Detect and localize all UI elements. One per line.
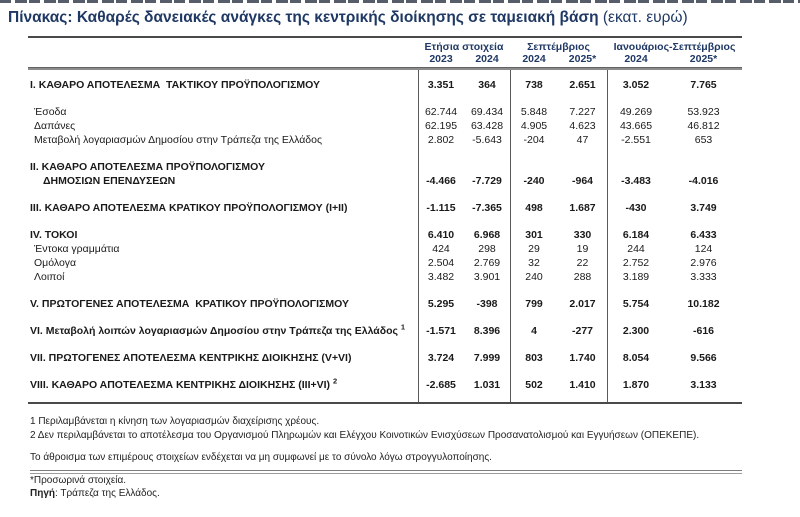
- value-cell: 19: [576, 243, 589, 255]
- header-group-row: [28, 41, 742, 53]
- table-subrow: [28, 119, 742, 133]
- value-cell: 1.031: [473, 379, 501, 391]
- spacer-row: [28, 215, 742, 228]
- footnote-1: 1 Περιλαμβάνεται η κίνηση των λογαριασμών διαχείρισης χρέους.: [30, 416, 320, 427]
- value-cell: -2.551: [621, 134, 651, 146]
- page-title-unit: (εκατ. ευρώ): [598, 9, 688, 26]
- value-cell: 3.052: [622, 79, 650, 91]
- table-row: [28, 378, 742, 392]
- value-cell: 5.295: [427, 298, 455, 310]
- value-cell: -7.365: [472, 202, 502, 214]
- value-cell: 29: [528, 243, 540, 255]
- value-cell: -1.115: [426, 202, 456, 214]
- row-label: III. ΚΑΘΑΡΟ ΑΠΟΤΕΛΕΣΜΑ ΚΡΑΤΙΚΟΥ ΠΡΟΫΠΟΛΟΓΙΣΜΟΥ (I+II): [30, 202, 348, 214]
- value-cell: 4.905: [520, 120, 548, 132]
- page-title: [8, 8, 800, 27]
- table-row: [28, 351, 742, 365]
- value-cell: 3.724: [427, 352, 455, 364]
- table-body: [28, 70, 742, 404]
- header-years-row: [28, 53, 742, 65]
- value-cell: 2.976: [690, 257, 717, 269]
- value-cell: 49.269: [619, 106, 653, 118]
- value-cell: 5.848: [520, 106, 548, 118]
- value-cell: 1.870: [622, 379, 650, 391]
- value-cell: 4.623: [569, 120, 596, 132]
- value-cell: 22: [576, 257, 589, 269]
- value-cell: 653: [694, 134, 713, 146]
- table-row: [28, 297, 742, 311]
- value-cell: 7.765: [690, 79, 717, 91]
- header-group-annual: Ετήσια στοιχεία: [424, 41, 504, 53]
- column-separator: [510, 70, 511, 402]
- value-cell: 1.687: [569, 202, 596, 214]
- value-cell: 2.752: [622, 257, 650, 269]
- value-cell: 3.333: [690, 271, 717, 283]
- value-cell: 6.184: [622, 229, 650, 241]
- value-cell: 424: [432, 243, 450, 255]
- row-label: Δαπάνες: [34, 120, 76, 132]
- value-cell: 3.133: [690, 379, 717, 391]
- value-cell: -616: [692, 325, 714, 337]
- header-group-september: Σεπτέμβριος: [527, 41, 590, 53]
- value-cell: 32: [528, 257, 540, 269]
- value-cell: 6.433: [690, 229, 717, 241]
- value-cell: 738: [525, 79, 543, 91]
- value-cell: -204: [523, 134, 545, 146]
- row-label: Μεταβολή λογαριασμών Δημοσίου στην Τράπεζα της Ελλάδος: [34, 134, 323, 146]
- value-cell: 3.901: [473, 271, 501, 283]
- value-cell: 43.665: [619, 120, 653, 132]
- value-cell: -1.571: [426, 325, 456, 337]
- value-cell: -277: [571, 325, 593, 337]
- table-subrow: [28, 133, 742, 147]
- spacer-row: [28, 284, 742, 297]
- footnotes: [30, 415, 742, 500]
- value-cell: 7.999: [473, 352, 501, 364]
- column-separator: [607, 70, 608, 402]
- value-cell: 124: [694, 243, 713, 255]
- value-cell: 69.434: [470, 106, 504, 118]
- value-cell: 9.566: [690, 352, 717, 364]
- spacer-row: [28, 92, 742, 105]
- spacer-row: [28, 188, 742, 201]
- row-label: Λοιποί: [34, 271, 65, 283]
- data-table: [28, 36, 742, 404]
- header-year-sep-2025: 2025*: [568, 53, 597, 65]
- value-cell: 62.195: [424, 120, 458, 132]
- value-cell: 2.504: [427, 257, 455, 269]
- value-cell: -3.483: [621, 175, 651, 187]
- value-cell: 3.189: [622, 271, 650, 283]
- value-cell: 4: [531, 325, 537, 337]
- value-cell: -5.643: [472, 134, 502, 146]
- header-group-jan-sep: Ιανουάριος-Σεπτέμβριος: [613, 41, 736, 53]
- row-label: VI. Μεταβολή λοιπών λογαριασμών Δημοσίου στην Τράπεζα της Ελλάδος $^1$: [30, 322, 406, 337]
- footnote-rounding: Το άθροισμα των επιμέρους στοιχείων ενδέχεται να μη συμφωνεί με το σύνολο λόγω στρογγυλοποίησης.: [30, 452, 492, 463]
- spacer-row: [28, 147, 742, 160]
- spacer-row: [28, 311, 742, 324]
- table-row: [28, 78, 742, 92]
- value-cell: 10.182: [687, 298, 720, 310]
- value-cell: 2.300: [622, 325, 650, 337]
- header-label-spacer: [28, 41, 418, 53]
- value-cell: 364: [478, 79, 496, 91]
- value-cell: 244: [627, 243, 645, 255]
- value-cell: 3.482: [427, 271, 455, 283]
- footnote-source-label: Πηγή: [30, 488, 55, 499]
- value-cell: -430: [625, 202, 647, 214]
- row-label: Έσοδα: [34, 106, 67, 118]
- row-label: I. ΚΑΘΑΡΟ ΑΠΟΤΕΛΕΣΜΑ ΤΑΚΤΙΚΟΥ ΠΡΟΫΠΟΛΟΓΙΣΜΟΥ: [30, 79, 321, 91]
- value-cell: 6.410: [427, 229, 455, 241]
- row-label: VIII. ΚΑΘΑΡΟ ΑΠΟΤΕΛΕΣΜΑ ΚΕΝΤΡΙΚΗΣ ΔΙΟΙΚΗΣΗΣ (III+VI) $^2$: [30, 376, 338, 391]
- table-row: [28, 324, 742, 338]
- table-row: [28, 160, 742, 188]
- value-cell: 7.227: [569, 106, 596, 118]
- value-cell: 3.749: [690, 202, 717, 214]
- value-cell: 53.923: [687, 106, 720, 118]
- value-cell: 47: [576, 134, 589, 146]
- value-cell: 46.812: [687, 120, 720, 132]
- spacer-row: [28, 338, 742, 351]
- value-cell: 6.968: [473, 229, 501, 241]
- value-cell: 2.651: [569, 79, 596, 91]
- header-year-jansep-2025: 2025*: [689, 53, 718, 65]
- header-year-annual-2024: 2024: [475, 53, 499, 65]
- header-year-annual-2023: 2023: [429, 53, 453, 65]
- value-cell: 803: [525, 352, 543, 364]
- row-label: Ομόλογα: [34, 257, 77, 269]
- value-cell: 1.410: [569, 379, 596, 391]
- footnote-source: [30, 487, 742, 500]
- row-label: VII. ΠΡΩΤΟΓΕΝΕΣ ΑΠΟΤΕΛΕΣΜΑ ΚΕΝΤΡΙΚΗΣ ΔΙΟΙΚΗΣΗΣ (V+VI): [30, 352, 352, 364]
- footnote-source-text: : Τράπεζα της Ελλάδος.: [55, 488, 160, 499]
- row-label: Έντοκα γραμμάτια: [34, 243, 120, 255]
- row-label: IV. ΤΟΚΟΙ: [30, 229, 78, 241]
- value-cell: -964: [571, 175, 593, 187]
- row-label: V. ΠΡΩΤΟΓΕΝΕΣ ΑΠΟΤΕΛΕΣΜΑ ΚΡΑΤΙΚΟΥ ΠΡΟΫΠΟΛΟΓΙΣΜΟΥ: [30, 298, 349, 310]
- value-cell: -240: [523, 175, 545, 187]
- value-cell: 498: [525, 202, 543, 214]
- value-cell: 2.017: [569, 298, 596, 310]
- value-cell: -4.466: [426, 175, 456, 187]
- table-subrow: [28, 270, 742, 284]
- value-cell: 2.802: [427, 134, 455, 146]
- value-cell: 1.740: [569, 352, 596, 364]
- value-cell: 330: [573, 229, 592, 241]
- header-year-sep-2024: 2024: [522, 53, 546, 65]
- value-cell: -4.016: [688, 175, 719, 187]
- value-cell: 799: [525, 298, 543, 310]
- value-cell: 62.744: [424, 106, 458, 118]
- value-cell: 240: [525, 271, 543, 283]
- footnote-2: 2 Δεν περιλαμβάνεται το αποτέλεσμα του Οργανισμού Πληρωμών και Ελέγχου Κοινοτικών Ενισχύσεων Προσανατολισμού και Εγγυήσεων (ΟΠΕΚΕΠΕ).: [30, 430, 700, 441]
- footnote-marker: 2: [332, 376, 338, 386]
- value-cell: 2.769: [473, 257, 501, 269]
- value-cell: 288: [573, 271, 592, 283]
- top-crop-artifact: [0, 0, 800, 3]
- column-separator: [418, 70, 419, 402]
- value-cell: -398: [476, 298, 498, 310]
- spacer-row: [28, 365, 742, 378]
- value-cell: 5.754: [622, 298, 650, 310]
- header-year-jansep-2024: 2024: [624, 53, 648, 65]
- table-header: [28, 36, 742, 67]
- header-label-spacer: [28, 53, 418, 65]
- footnote-marker: 1: [400, 322, 406, 332]
- page-title-main: Πίνακας: Καθαρές δανειακές ανάγκες της κεντρικής διοίκησης σε ταμειακή βάση: [8, 9, 599, 26]
- footnote-provisional: *Προσωρινά στοιχεία.: [30, 475, 127, 486]
- value-cell: 298: [478, 243, 496, 255]
- value-cell: 63.428: [470, 120, 504, 132]
- table-subrow: [28, 242, 742, 256]
- row-label-line2: ΔΗΜΟΣΙΩΝ ΕΠΕΝΔΥΣΕΩΝ: [43, 175, 176, 187]
- value-cell: 301: [525, 229, 543, 241]
- table-subrow: [28, 105, 742, 119]
- table-row: [28, 201, 742, 215]
- value-cell: 8.396: [473, 325, 501, 337]
- table-subrow: [28, 256, 742, 270]
- row-label: II. ΚΑΘΑΡΟ ΑΠΟΤΕΛΕΣΜΑ ΠΡΟΫΠΟΛΟΓΙΣΜΟΥ ΔΗΜΟΣΙΩΝ ΕΠΕΝΔΥΣΕΩΝ: [30, 161, 265, 187]
- value-cell: 502: [525, 379, 543, 391]
- table-row: [28, 228, 742, 242]
- value-cell: -2.685: [426, 379, 456, 391]
- value-cell: -7.729: [472, 175, 502, 187]
- value-cell: 8.054: [622, 352, 650, 364]
- value-cell: 3.351: [427, 79, 455, 91]
